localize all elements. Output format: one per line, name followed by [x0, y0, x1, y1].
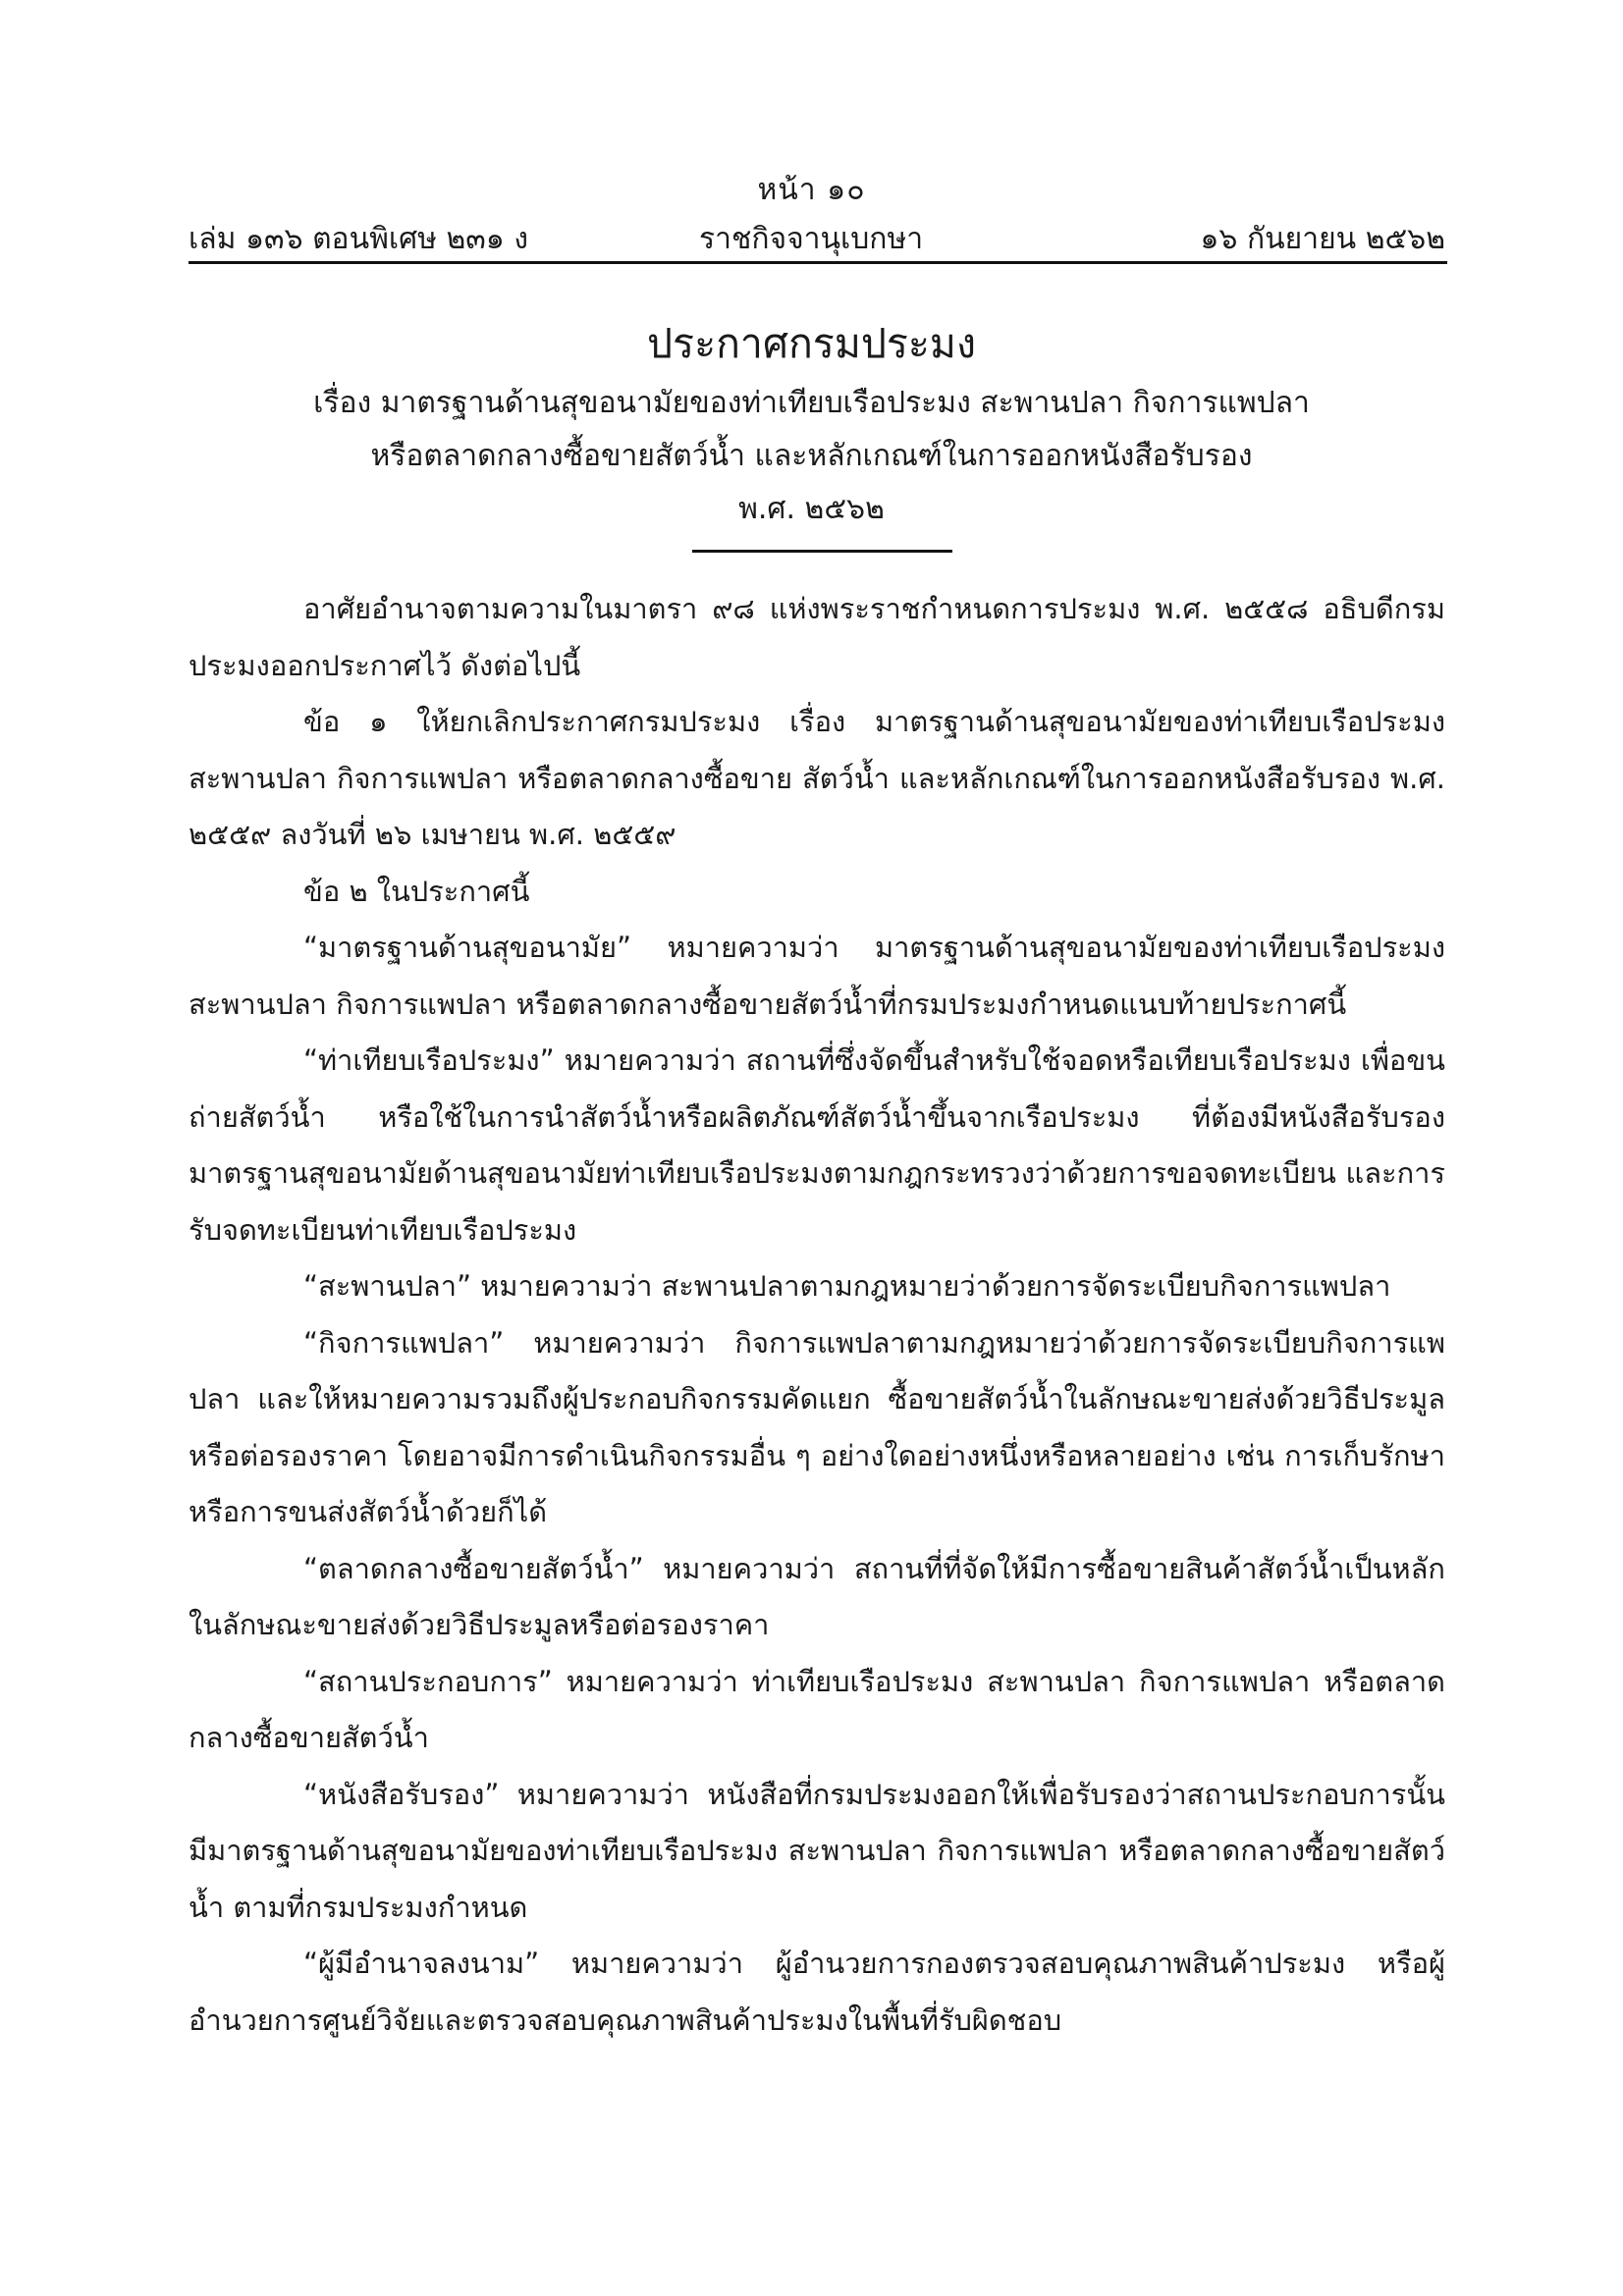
publication-date: ๑๖ กันยายน ๒๕๖๒	[1200, 222, 1445, 256]
publication-name: ราชกิจจานุเบกษา	[699, 222, 924, 256]
subject-line-2: หรือตลาดกลางซื้อขายสัตว์น้ำ และหลักเกณฑ์ในการออกหนังสือรับรอง	[370, 439, 1253, 473]
document-body	[189, 581, 1445, 2049]
document-subject	[0, 377, 1623, 536]
definition-fish-raft-business: “กิจการแพปลา” หมายความว่า กิจการแพปลาตามกฎหมายว่าด้วยการจัดระเบียบกิจการแพปลา และให้หมายความรวมถึงผู้ประกอบกิจกรรมคัดแยก ซื้อขายสัตว์น้ำในลักษณะขายส่งด้วยวิธีประมูล หรือต่อรองราคา โดยอาจมีการดำเนินกิจกรรมอื่น ๆ อย่างใดอย่างหนึ่งหรือหลายอย่าง เช่น การเก็บรักษา หรือการขนส่งสัตว์น้ำด้วยก็ได้	[189, 1325, 1445, 1528]
definition-certificate: “หนังสือรับรอง” หมายความว่า หนังสือที่กรมประมงออกให้เพื่อรับรองว่าสถานประกอบการนั้น มีมาตรฐานด้านสุขอนามัยของท่าเทียบเรือประมง สะพานปลา กิจการแพปลา หรือตลาดกลางซื้อขายสัตว์น้ำ ตามที่กรมประมงกำหนด	[189, 1777, 1445, 1924]
title-divider	[692, 550, 952, 553]
document-title: ประกาศกรมประมง	[647, 320, 976, 367]
paragraph-preamble: อาศัยอำนาจตามความในมาตรา ๙๘ แห่งพระราชกำหนดการประมง พ.ศ. ๒๕๕๘ อธิบดีกรมประมงออกประกาศไว้ ดังต่อไปนี้	[189, 592, 1445, 682]
definition-fish-pier: “สะพานปลา” หมายความว่า สะพานปลาตามกฎหมายว่าด้วยการจัดระเบียบกิจการแพปลา	[303, 1269, 1391, 1303]
paragraph-clause-1: ข้อ ๑ ให้ยกเลิกประกาศกรมประมง เรื่อง มาตรฐานด้านสุขอนามัยของท่าเทียบเรือประมง สะพานปลา กิจการแพปลา หรือตลาดกลางซื้อขาย สัตว์น้ำ และหลักเกณฑ์ในการออกหนังสือรับรอง พ.ศ. ๒๕๕๙ ลงวันที่ ๒๖ เมษายน พ.ศ. ๒๕๕๙	[189, 705, 1445, 851]
gazette-header	[189, 216, 1445, 259]
page-number: หน้า ๑๐	[757, 173, 866, 207]
definition-aquatic-market: “ตลาดกลางซื้อขายสัตว์น้ำ” หมายความว่า สถานที่ที่จัดให้มีการซื้อขายสินค้าสัตว์น้ำเป็นหลัก ในลักษณะขายส่งด้วยวิธีประมูลหรือต่อรองราคา	[189, 1551, 1445, 1641]
volume-info: เล่ม ๑๓๖ ตอนพิเศษ ๒๓๑ ง	[189, 222, 528, 256]
subject-year: พ.ศ. ๒๕๖๒	[738, 492, 885, 526]
definition-authorized-signer: “ผู้มีอำนาจลงนาม” หมายความว่า ผู้อำนวยการกองตรวจสอบคุณภาพสินค้าประมง หรือผู้อำนวยการศูนย์วิจัยและตรวจสอบคุณภาพสินค้าประมงในพื้นที่รับผิดชอบ	[189, 1947, 1445, 2037]
subject-line-1: เรื่อง มาตรฐานด้านสุขอนามัยของท่าเทียบเรือประมง สะพานปลา กิจการแพปลา	[313, 386, 1310, 420]
header-divider	[189, 261, 1447, 264]
definition-fishing-port: “ท่าเทียบเรือประมง” หมายความว่า สถานที่ซึ่งจัดขึ้นสำหรับใช้จอดหรือเทียบเรือประมง เพื่อขนถ่ายสัตว์น้ำ หรือใช้ในการนำสัตว์น้ำหรือผลิตภัณฑ์สัตว์น้ำขึ้นจากเรือประมง ที่ต้องมีหนังสือรับรอง มาตรฐานสุขอนามัยด้านสุขอนามัยท่าเทียบเรือประมงตามกฎกระทรวงว่าด้วยการขอจดทะเบียน และการรับจดทะเบียนท่าเทียบเรือประมง	[189, 1043, 1445, 1247]
paragraph-clause-2: ข้อ ๒ ในประกาศนี้	[303, 874, 530, 908]
definition-establishment: “สถานประกอบการ” หมายความว่า ท่าเทียบเรือประมง สะพานปลา กิจการแพปลา หรือตลาดกลางซื้อขายสัตว์น้ำ	[189, 1664, 1445, 1754]
definition-hygiene-standard: “มาตรฐานด้านสุขอนามัย” หมายความว่า มาตรฐานด้านสุขอนามัยของท่าเทียบเรือประมง สะพานปลา กิจการแพปลา หรือตลาดกลางซื้อขายสัตว์น้ำที่กรมประมงกำหนดแนบท้ายประกาศนี้	[189, 931, 1445, 1021]
